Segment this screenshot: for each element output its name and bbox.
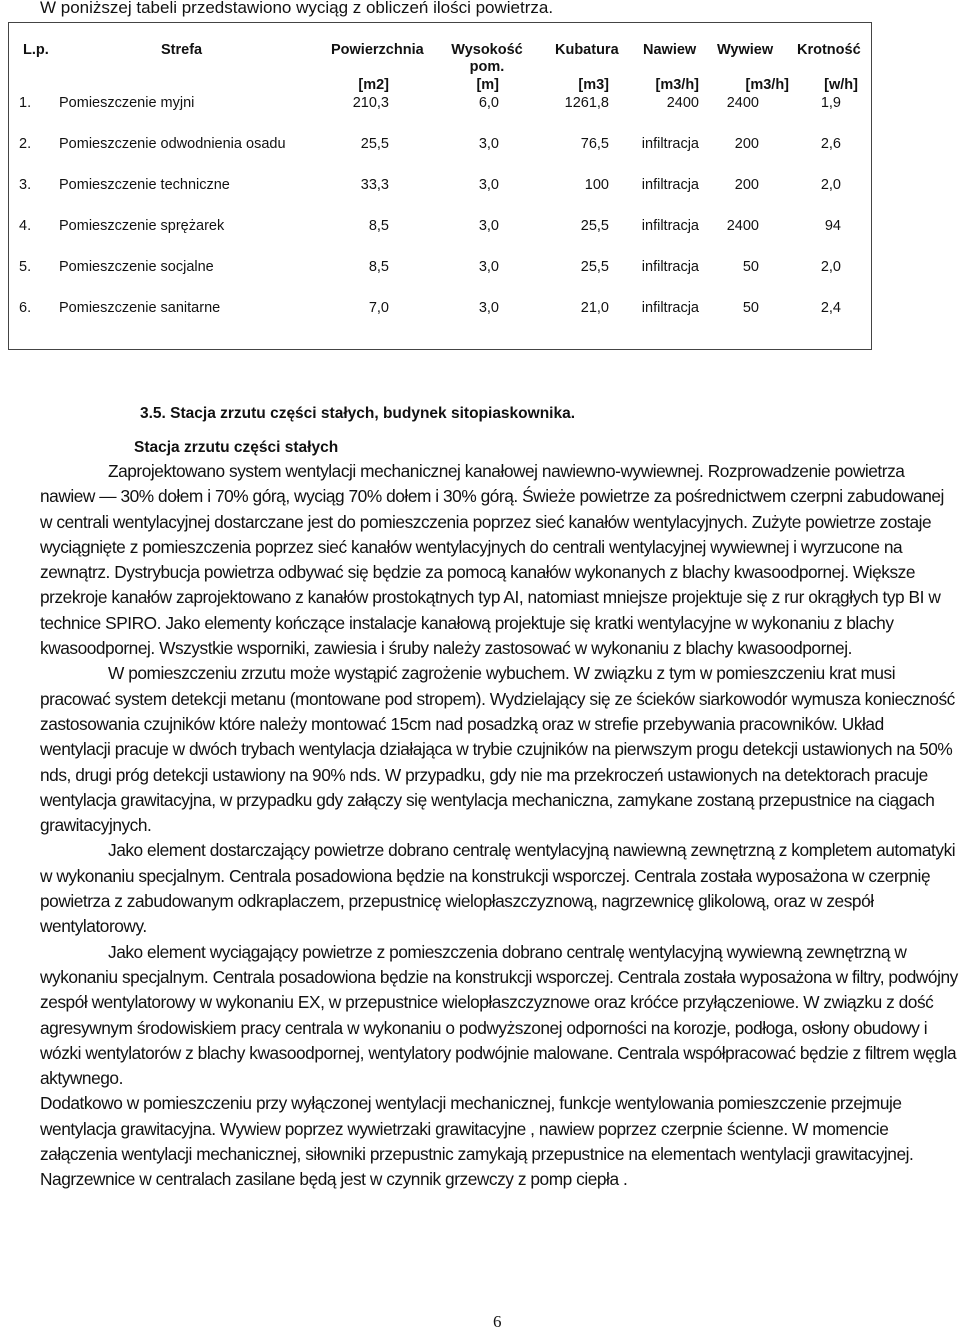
table-cell-wywiew: 50 — [742, 300, 759, 316]
table-cell-wysokosc: 3,0 — [478, 218, 499, 234]
table-cell-kubatura: 76,5 — [580, 136, 609, 152]
unit-wywiew: [m3/h] — [745, 77, 789, 93]
table-cell-strefa: Pomieszczenie odwodnienia osadu — [59, 136, 286, 152]
table-cell-krotnosc: 2,0 — [820, 177, 841, 193]
table-cell-powierzchnia: 8,5 — [368, 259, 389, 275]
table-cell-strefa: Pomieszczenie socjalne — [59, 259, 214, 275]
paragraph: Jako element wyciągający powietrze z pomieszczenia dobrano centralę wentylacyjną wywiewną zewnętrzną w wykonaniu specjalnym. Centrala posadowiona będzie na konstrukcji wsporczej. Centrala została wyposażona w filtry, podwójny zespół wentylatorowy w wykonaniu EX, w przepustnice wielopłaszczyznowe oraz króćce przyłączeniowe. W związku z dość agresywnym środowiskiem pracy centrala w wykonaniu o podwyższonej odporności na korozje, podłoga, osłony obudowy i wózki wentylatorów z blachy kwasoodpornej, wentylatory podwójnie malowane. Centrala współpracować będzie z filtrem węgla aktywnego. — [40, 941, 958, 1089]
paragraph: Zaprojektowano system wentylacji mechanicznej kanałowej nawiewno-wywiewnej. Rozprowadzenie powietrza nawiew — 30% dołem i 70% górą, wyciąg 70% dołem i 30% górą. Świeże powietrze za pośrednictwem czerpni zabudowanej w centrali wentylacyjnej dostarczane jest do pomieszczenia poprzez sieć kanałów wentylacyjnych. Zużyte powietrze zostaje wyciągnięte z pomieszczenia poprzez sieć kanałów wentylacyjnych do centrali wentylacyjnej wywiewnej i wyrzucone na zewnątrz. Dystrybucja powietrza odbywać się będzie za pomocą kanałów wykonanych z blachy kwasoodpornej. Większe przekroje kanałów zaprojektowano z kanałów prostokątnych typ AI, natomiast mniejsze projektuje się z rur okrągłych typ BI w technice SPIRO. Jako elementy kończące instalacje kanałową projektuje się kratki wentylacyjne w wykonaniu z blachy kwasoodpornej. Wszystkie wsporniki, zawiesia i śruby należy zastosować w wykonaniu z blachy kwasoodpornej. — [40, 461, 944, 659]
table-cell-lp: 5. — [19, 259, 32, 275]
table-cell-nawiew: infiltracja — [641, 218, 699, 234]
table-cell-krotnosc: 2,4 — [820, 300, 841, 316]
header-lp: L.p. — [23, 42, 49, 58]
table-cell-nawiew: 2400 — [666, 95, 699, 111]
table-cell-wywiew: 50 — [742, 259, 759, 275]
table-cell-strefa: Pomieszczenie sprężarek — [59, 218, 225, 234]
intro-text: W poniższej tabeli przedstawiono wyciąg z obliczeń ilości powietrza. — [40, 0, 554, 17]
table-cell-nawiew: infiltracja — [641, 136, 699, 152]
table-cell-kubatura: 100 — [584, 177, 609, 193]
table-cell-kubatura: 25,5 — [580, 218, 609, 234]
header-wywiew: Wywiew — [717, 42, 774, 58]
header-wysokosc: Wysokość pom. — [451, 42, 523, 75]
header-powierzchnia: Powierzchnia — [331, 42, 424, 58]
table-cell-kubatura: 21,0 — [580, 300, 609, 316]
table-cell-powierzchnia: 7,0 — [368, 300, 389, 316]
table-cell-lp: 3. — [19, 177, 32, 193]
table-cell-wywiew: 2400 — [726, 218, 759, 234]
body-text — [40, 459, 958, 1193]
table-cell-kubatura: 1261,8 — [564, 95, 609, 111]
unit-powierzchnia: [m2] — [358, 77, 389, 93]
paragraph: Dodatkowo w pomieszczeniu przy wyłączonej wentylacji mechanicznej, funkcje wentylowania pomieszczenie przejmuje wentylacja grawitacyjna. Wywiew poprzez wywietrzaki grawitacyjne , nawiew poprzez czerpnie ścienne. W momencie załączenia wentylacji mechanicznej, siłowniki przepustnic zamykają przepustnice na elementach wentylacji grawitacyjnej. Nagrzewnice w centralach zasilane będą jest w czynnik grzewczy z pomp ciepła . — [40, 1093, 914, 1190]
table-cell-strefa: Pomieszczenie sanitarne — [59, 300, 221, 316]
table-cell-powierzchnia: 33,3 — [360, 177, 389, 193]
table-cell-lp: 1. — [19, 95, 32, 111]
table-cell-wysokosc: 3,0 — [478, 259, 499, 275]
paragraph: W pomieszczeniu zrzutu może wystąpić zagrożenie wybuchem. W związku z tym w pomieszczeniu krat musi pracować system detekcji metanu (montowane pod stropem). Wydzielający się ze ścieków siarkowodór wymusza konieczność zastosowania czujników które należy montować 15cm nad posadzką oraz w strefie przebywania pracowników. Układ wentylacji pracuje w dwóch trybach wentylacja działająca w trybie czujników na pierwszym progu detekcji ustawionych na 50% nds, drugi próg detekcji ustawiony na 90% nds. W przypadku, gdy nie ma przekroczeń ustawionych na detektorach pracuje wentylacja grawitacyjna, w przypadku gdy załączy się wentylacja mechaniczna, zamykane zostaną przepustnice na ciągach grawitacyjnych. — [40, 663, 955, 836]
table-cell-nawiew: infiltracja — [641, 259, 699, 275]
table-cell-krotnosc: 2,0 — [820, 259, 841, 275]
section-title: 3.5. Stacja zrzutu części stałych, budynek sitopiaskownika. — [140, 405, 576, 422]
header-kubatura: Kubatura — [555, 42, 619, 58]
table-cell-wywiew: 200 — [734, 136, 759, 152]
air-volume-table — [8, 22, 872, 350]
page-number: 6 — [493, 1312, 502, 1331]
header-nawiew: Nawiew — [643, 42, 697, 58]
table-cell-strefa: Pomieszczenie myjni — [59, 95, 195, 111]
table-cell-powierzchnia: 210,3 — [352, 95, 389, 111]
table-cell-powierzchnia: 8,5 — [368, 218, 389, 234]
table-cell-strefa: Pomieszczenie techniczne — [59, 177, 230, 193]
table-cell-powierzchnia: 25,5 — [360, 136, 389, 152]
table-cell-lp: 6. — [19, 300, 32, 316]
header-strefa: Strefa — [161, 42, 203, 58]
table-cell-krotnosc: 94 — [824, 218, 841, 234]
paragraph: Jako element dostarczający powietrze dobrano centralę wentylacyjną nawiewną zewnętrzną z kompletem automatyki w wykonaniu specjalnym. Centrala posadowiona będzie na konstrukcji wsporczej. Centrala została wyposażona w czerpnię powietrza z zabudowanym odkraplaczem, przepustnicę wielopłaszczyznową, nagrzewnicę glikolową, oraz w zespół wentylatorowy. — [40, 840, 956, 937]
table-cell-wywiew: 2400 — [726, 95, 759, 111]
table-cell-wysokosc: 3,0 — [478, 136, 499, 152]
table-cell-krotnosc: 2,6 — [820, 136, 841, 152]
table-cell-lp: 4. — [19, 218, 32, 234]
table-cell-nawiew: infiltracja — [641, 177, 699, 193]
table-cell-wywiew: 200 — [734, 177, 759, 193]
table-cell-lp: 2. — [19, 136, 32, 152]
table-cell-wysokosc: 3,0 — [478, 177, 499, 193]
unit-wysokosc: [m] — [476, 77, 499, 93]
table-cell-wysokosc: 3,0 — [478, 300, 499, 316]
unit-nawiew: [m3/h] — [655, 77, 699, 93]
unit-kubatura: [m3] — [578, 77, 609, 93]
subtitle: Stacja zrzutu części stałych — [134, 439, 339, 456]
table-cell-kubatura: 25,5 — [580, 259, 609, 275]
unit-krotnosc: [w/h] — [824, 77, 858, 93]
table-cell-nawiew: infiltracja — [641, 300, 699, 316]
header-krotnosc: Krotność — [797, 42, 861, 58]
table-cell-wysokosc: 6,0 — [478, 95, 499, 111]
table-cell-krotnosc: 1,9 — [820, 95, 841, 111]
